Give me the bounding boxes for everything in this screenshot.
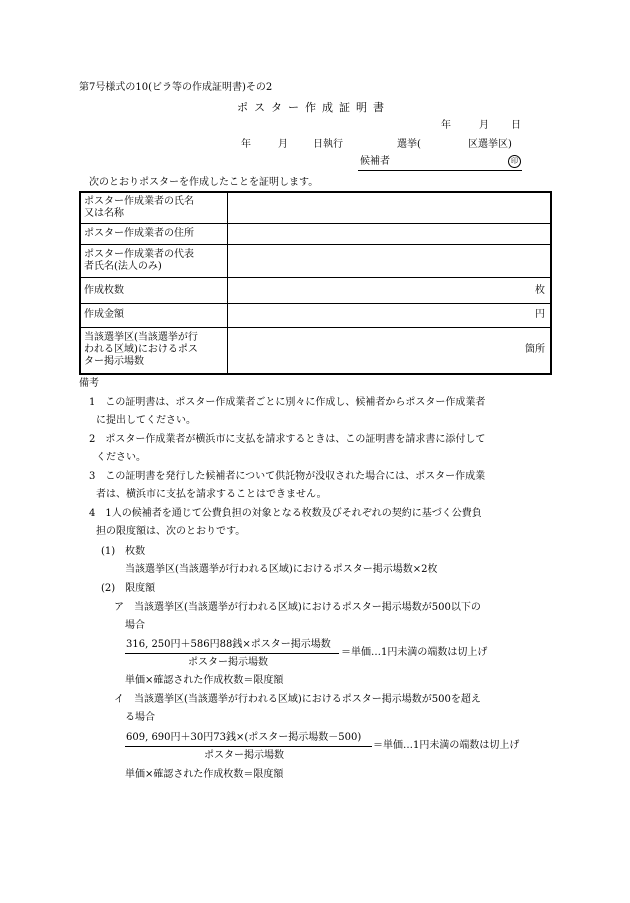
- table-row: [80, 327, 551, 374]
- election-label: 選挙(: [397, 139, 421, 150]
- row-value[interactable]: [228, 327, 552, 374]
- case-a-line-2: 場合: [125, 620, 145, 631]
- candidate-label: 候補者: [360, 156, 390, 167]
- note-2-line-1: 2 ポスター作成業者が横浜市に支払を請求するときは、この証明書を請求書に添付して: [89, 434, 486, 445]
- election-month-label: 月: [278, 139, 288, 150]
- note-4-line-2: 担の限度額は、次のとおりです。: [96, 526, 246, 537]
- election-day-label: 日執行: [313, 139, 343, 150]
- issue-month-label: 月: [479, 120, 489, 131]
- row-label: 作成枚数: [80, 278, 228, 303]
- note-3-line-2: 者は、横浜市に支払を請求することはできません。: [96, 489, 327, 500]
- certificate-table: [79, 191, 552, 375]
- row-label: ポスター作成業者の住所: [80, 223, 228, 244]
- table-row: [80, 245, 551, 278]
- candidate-underline: [358, 170, 522, 171]
- note-1-line-1: 1 この証明書は、ポスター作成業者ごとに別々に作成し、候補者からポスター作成業者: [89, 397, 486, 408]
- election-year-label: 年: [241, 139, 251, 150]
- case-i-line-2: る場合: [125, 712, 155, 723]
- unit-locations: 箇所: [525, 344, 545, 356]
- case-i-denominator: ポスター掲示場数: [204, 750, 284, 761]
- table-row: [80, 278, 551, 303]
- document-title: ポスター作成証明書: [237, 101, 390, 114]
- issue-day-label: 日: [511, 120, 521, 131]
- row-value[interactable]: [228, 278, 552, 303]
- seal-mark: 印: [508, 155, 521, 168]
- row-label: 作成金額: [80, 303, 228, 327]
- district-label: 区選挙区): [468, 139, 512, 150]
- issue-year-label: 年: [441, 120, 451, 131]
- subsection-1-body: 当該選挙区(当該選挙が行われる区域)におけるポスター掲示場数×2枚: [125, 564, 438, 575]
- subsection-2-heading: (2) 限度額: [101, 583, 156, 594]
- table-row: [80, 192, 551, 223]
- row-value[interactable]: [228, 223, 552, 244]
- row-value[interactable]: [228, 192, 552, 223]
- row-value[interactable]: [228, 245, 552, 278]
- case-a-denominator: ポスター掲示場数: [188, 657, 268, 668]
- row-label: 当該選挙区(当該選挙が行 われる区域)におけるポス ター掲示場数: [80, 327, 228, 374]
- note-3-line-1: 3 この証明書を発行した候補者について供託物が没収された場合には、ポスター作成業: [89, 471, 486, 482]
- case-i-limit: 単価×確認された作成枚数＝限度額: [125, 769, 284, 780]
- case-a-limit: 単価×確認された作成枚数＝限度額: [125, 675, 284, 686]
- notes-heading: 備考: [79, 378, 99, 389]
- note-4-line-1: 4 1人の候補者を通じて公費負担の対象となる枚数及びそれぞれの契約に基づく公費負: [89, 508, 482, 519]
- case-a-line-1: ア 当該選挙区(当該選挙が行われる区域)におけるポスター掲示場数が500以下の: [114, 602, 481, 613]
- case-i-numerator: 609, 690円＋30円73銭×(ポスター掲示場数－500): [126, 732, 362, 743]
- note-1-line-2: に提出してください。: [96, 415, 196, 426]
- row-label: ポスター作成業者の代表 者氏名(法人のみ): [80, 245, 228, 278]
- subsection-1-heading: (1) 枚数: [101, 546, 146, 557]
- row-label: ポスター作成業者の氏名 又は名称: [80, 192, 228, 223]
- note-2-line-2: ください。: [96, 452, 146, 463]
- case-i-result: ＝単価…1円未満の端数は切上げ: [373, 740, 520, 751]
- case-i-line-1: イ 当該選挙区(当該選挙が行われる区域)におけるポスター掲示場数が500を超え: [114, 694, 481, 705]
- table-row: [80, 303, 551, 327]
- intro-text: 次のとおりポスターを作成したことを証明します。: [89, 177, 319, 188]
- case-a-result: ＝単価…1円未満の端数は切上げ: [341, 647, 488, 658]
- case-a-numerator: 316, 250円＋586円88銭×ポスター掲示場数: [126, 639, 331, 650]
- row-value[interactable]: [228, 303, 552, 327]
- case-i-fraction-bar: [125, 746, 372, 747]
- unit-yen: 円: [535, 309, 545, 321]
- form-number: 第7号様式の10(ビラ等の作成証明書)その2: [79, 82, 273, 93]
- table-row: [80, 223, 551, 244]
- case-a-fraction-bar: [125, 653, 339, 654]
- unit-sheets: 枚: [535, 284, 545, 296]
